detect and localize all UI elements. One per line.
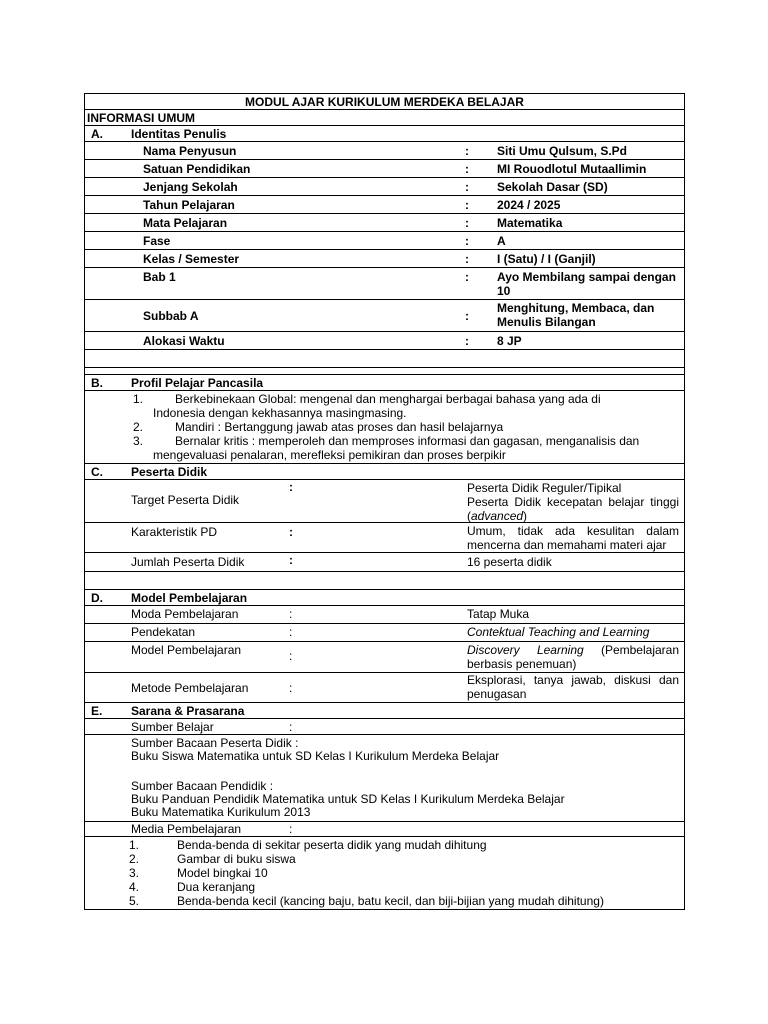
identity-row-tahun xyxy=(84,195,685,213)
list-item: 3. Bernalar kritis : memperoleh dan memproses informasi dan gagasan, menganalisis dan mengevaluasi penalaran, merefleksi pemikiran dan proses berpikir xyxy=(133,434,640,462)
metode-row xyxy=(84,672,685,702)
media-key: Media Pembelajaran xyxy=(131,822,242,836)
section-a-header xyxy=(84,125,685,141)
identity-key: Mata Pelajaran xyxy=(143,216,228,230)
identity-key: Nama Penyusun xyxy=(143,144,237,158)
identity-colon: : xyxy=(465,162,469,176)
list-item: 3. Model bingkai 10 xyxy=(129,866,268,880)
section-d-header xyxy=(84,589,685,605)
list-item: 1. Berkebinekaan Global: mengenal dan menghargai berbagai bahasa yang ada di Indonesia dengan kekhasannya masingmasing. xyxy=(133,392,601,420)
moda-row xyxy=(84,605,685,623)
identity-value: Ayo Membilang sampai dengan 10 xyxy=(497,270,676,298)
identity-colon: : xyxy=(465,334,469,348)
identity-colon: : xyxy=(465,180,469,194)
section-d-label: Model Pembelajaran xyxy=(131,591,248,605)
pendekatan-key: Pendekatan xyxy=(131,625,196,639)
identity-row-fase xyxy=(84,231,685,249)
identity-value: Menghitung, Membaca, dan Menulis Bilangan xyxy=(497,301,655,329)
list-item: 5. Benda-benda kecil (kancing baju, batu kecil, dan biji-bijian yang mudah dihitung) xyxy=(129,894,604,908)
identity-row-alokasi xyxy=(84,331,685,349)
spacer-row xyxy=(84,367,685,374)
blank-row xyxy=(84,571,685,589)
identity-colon: : xyxy=(465,252,469,266)
identity-row-bab xyxy=(84,267,685,299)
profil-list xyxy=(84,390,685,463)
jumlah-key: Jumlah Peserta Didik xyxy=(131,555,245,569)
identity-key: Fase xyxy=(143,234,171,248)
section-a-label: Identitas Penulis xyxy=(131,127,227,141)
media-colon: : xyxy=(289,822,293,836)
media-list xyxy=(84,836,685,910)
identity-value: Sekolah Dasar (SD) xyxy=(497,180,608,194)
moda-colon: : xyxy=(289,607,293,621)
identity-row-jenjang xyxy=(84,177,685,195)
metode-colon: : xyxy=(289,681,293,695)
sumber-colon: : xyxy=(289,720,293,734)
identity-colon: : xyxy=(465,216,469,230)
pendekatan-colon: : xyxy=(289,625,293,639)
document-page xyxy=(84,93,685,910)
list-item: 2. Gambar di buku siswa xyxy=(129,852,296,866)
jumlah-row xyxy=(84,552,685,571)
target-value: Peserta Didik Reguler/Tipikal Peserta Didik kecepatan belajar tinggi (advanced) xyxy=(467,481,679,523)
model-row xyxy=(84,641,685,672)
bacaan-siswa-label: Sumber Bacaan Peserta Didik : xyxy=(131,736,299,750)
section-c-label: Peserta Didik xyxy=(131,465,208,479)
list-item: 2. Mandiri : Bertanggung jawab atas proses dan hasil belajarnya xyxy=(133,420,504,434)
identity-value: 2024 / 2025 xyxy=(497,198,561,212)
identity-row-kelas xyxy=(84,249,685,267)
karakter-key: Karakteristik PD xyxy=(131,525,218,539)
model-value: Discovery Learning (Pembelajaran berbasis penemuan) xyxy=(467,643,679,671)
karakter-row xyxy=(84,522,685,552)
media-row xyxy=(84,821,685,836)
info-header: INFORMASI UMUM xyxy=(84,109,685,125)
jumlah-value: 16 peserta didik xyxy=(467,555,552,569)
metode-key: Metode Pembelajaran xyxy=(131,681,249,695)
bacaan-pendidik-item: Buku Matematika Kurikulum 2013 xyxy=(131,805,311,819)
list-item: 4. Dua keranjang xyxy=(129,880,256,894)
sumber-key: Sumber Belajar xyxy=(131,720,214,734)
identity-row-mapel xyxy=(84,213,685,231)
identity-colon: : xyxy=(465,198,469,212)
bacaan-pendidik-item: Buku Panduan Pendidik Matematika untuk SD Kelas I Kurikulum Merdeka Belajar xyxy=(131,792,565,806)
section-e-number: E. xyxy=(91,704,103,718)
bacaan-pendidik-label: Sumber Bacaan Pendidik : xyxy=(131,779,274,793)
target-key: Target Peserta Didik xyxy=(131,493,240,507)
section-c-header xyxy=(84,463,685,479)
sumber-bacaan-block xyxy=(84,734,685,821)
karakter-colon: : xyxy=(289,525,293,539)
metode-value: Eksplorasi, tanya jawab, diskusi dan penugasan xyxy=(467,673,679,701)
target-row xyxy=(84,479,685,522)
section-e-header xyxy=(84,702,685,718)
bacaan-siswa-item: Buku Siswa Matematika untuk SD Kelas I Kurikulum Merdeka Belajar xyxy=(131,749,500,763)
identity-key: Bab 1 xyxy=(143,270,176,284)
identity-value: I (Satu) / I (Ganjil) xyxy=(497,252,596,266)
blank-row xyxy=(84,349,685,367)
identity-key: Subbab A xyxy=(143,309,199,323)
identity-value: MI Rouodlotul Mutaallimin xyxy=(497,162,647,176)
section-e-label: Sarana & Prasarana xyxy=(131,704,245,718)
sumber-row xyxy=(84,718,685,734)
model-key: Model Pembelajaran xyxy=(131,643,242,657)
identity-key: Kelas / Semester xyxy=(143,252,240,266)
section-c-number: C. xyxy=(91,465,103,479)
identity-colon: : xyxy=(465,234,469,248)
target-colon: : xyxy=(289,480,293,494)
identity-row-nama xyxy=(84,141,685,159)
pendekatan-value: Contektual Teaching and Learning xyxy=(467,625,650,639)
identity-colon: : xyxy=(465,309,469,323)
section-b-label: Profil Pelajar Pancasila xyxy=(131,376,264,390)
identity-key: Satuan Pendidikan xyxy=(143,162,251,176)
identity-key: Alokasi Waktu xyxy=(143,334,225,348)
moda-value: Tatap Muka xyxy=(467,607,530,621)
section-a-number: A. xyxy=(91,127,103,141)
pendekatan-row xyxy=(84,623,685,641)
identity-row-satuan xyxy=(84,159,685,177)
identity-value: Matematika xyxy=(497,216,563,230)
identity-value: A xyxy=(497,234,506,248)
identity-colon: : xyxy=(465,144,469,158)
identity-row-subbab xyxy=(84,299,685,331)
jumlah-colon: : xyxy=(289,553,293,567)
identity-colon: : xyxy=(465,270,469,284)
document-title: MODUL AJAR KURIKULUM MERDEKA BELAJAR xyxy=(84,93,685,109)
section-b-header xyxy=(84,374,685,390)
section-d-number: D. xyxy=(91,591,103,605)
list-item: 1. Benda-benda di sekitar peserta didik yang mudah dihitung xyxy=(129,838,487,852)
karakter-value: Umum, tidak ada kesulitan dalam mencerna dan memahami materi ajar xyxy=(467,524,679,552)
model-colon: : xyxy=(289,649,293,663)
section-b-number: B. xyxy=(91,376,103,390)
moda-key: Moda Pembelajaran xyxy=(131,607,239,621)
identity-value: Siti Umu Qulsum, S.Pd xyxy=(497,144,628,158)
identity-key: Jenjang Sekolah xyxy=(143,180,238,194)
identity-key: Tahun Pelajaran xyxy=(143,198,235,212)
identity-value: 8 JP xyxy=(497,334,522,348)
